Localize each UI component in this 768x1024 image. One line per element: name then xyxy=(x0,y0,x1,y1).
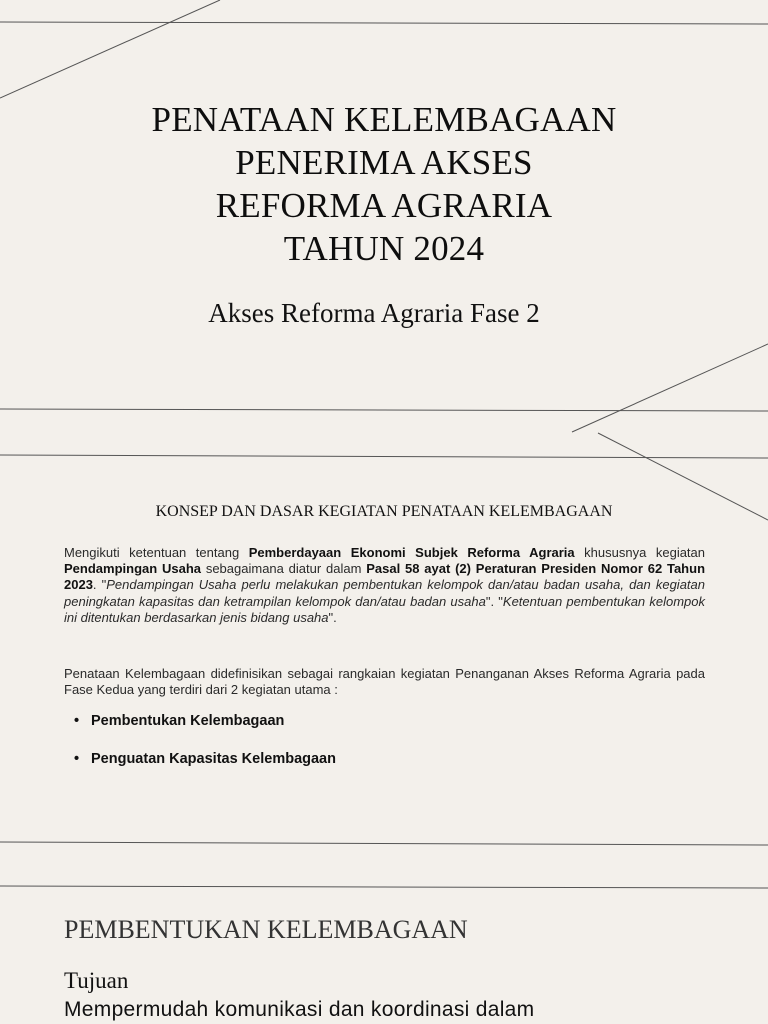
bold-term: Pendampingan Usaha xyxy=(64,561,202,577)
definition-paragraph: Penataan Kelembagaan didefinisikan sebagai rangkaian kegiatan Penanganan Akses Reforma Agraria pada Fase Kedua yang terdiri dari 2 kegiatan utama : xyxy=(64,666,705,698)
decor-line xyxy=(0,409,768,411)
title-line: PENATAAN KELEMBAGAAN xyxy=(151,100,617,139)
text-span: . " xyxy=(92,577,107,593)
list-item xyxy=(74,748,336,786)
decor-line xyxy=(0,22,768,24)
text-span: sebagaimana diatur dalam xyxy=(201,561,367,577)
bold-term: Pemberdayaan Ekonomi Subjek Reforma Agraria xyxy=(248,545,575,560)
bullet-icon: • xyxy=(74,751,80,767)
activity-list xyxy=(74,710,336,786)
text-span: ". " xyxy=(485,593,503,609)
italic-quote: Ketentuan pembentukan kelompok ini ditentukan berdasarkan jenis bidang usaha xyxy=(64,593,705,625)
decor-line xyxy=(0,842,768,845)
title-line: TAHUN 2024 xyxy=(283,229,485,268)
list-item xyxy=(74,710,336,748)
text-span: ". xyxy=(328,609,337,625)
title-line: PENERIMA AKSES xyxy=(235,143,533,182)
section-heading: PEMBENTUKAN KELEMBAGAAN xyxy=(64,915,468,944)
decor-line xyxy=(0,455,768,458)
section-heading: KONSEP DAN DASAR KEGIATAN PENATAAN KELEMBAGAAN xyxy=(155,503,613,520)
list-item-label: Pembentukan Kelembagaan xyxy=(91,713,285,729)
bold-term: Pasal 58 ayat (2) Peraturan Presiden Nomor 62 Tahun 2023 xyxy=(64,561,706,593)
document-title xyxy=(0,98,768,270)
list-item-label: Penguatan Kapasitas Kelembagaan xyxy=(91,751,336,767)
subsection-heading: Tujuan xyxy=(64,968,129,993)
bullet-icon: • xyxy=(74,713,80,729)
text-span: Mengikuti ketentuan tentang xyxy=(64,545,249,560)
document-subtitle: Akses Reforma Agraria Fase 2 xyxy=(208,298,540,328)
title-line: REFORMA AGRARIA xyxy=(215,186,553,225)
decor-line xyxy=(0,0,220,98)
intro-paragraph xyxy=(64,545,705,626)
italic-quote: Pendampingan Usaha perlu melakukan pembentukan kelompok dan/atau badan usaha, dan kegiatan peningkatan kapasitas dan ketrampilan kelompok dan/atau badan usaha xyxy=(64,577,705,609)
decor-line xyxy=(572,344,768,432)
body-text: Mempermudah komunikasi dan koordinasi dalam xyxy=(64,998,535,1021)
decor-line xyxy=(0,886,768,888)
text-span: khususnya kegiatan xyxy=(574,545,706,560)
